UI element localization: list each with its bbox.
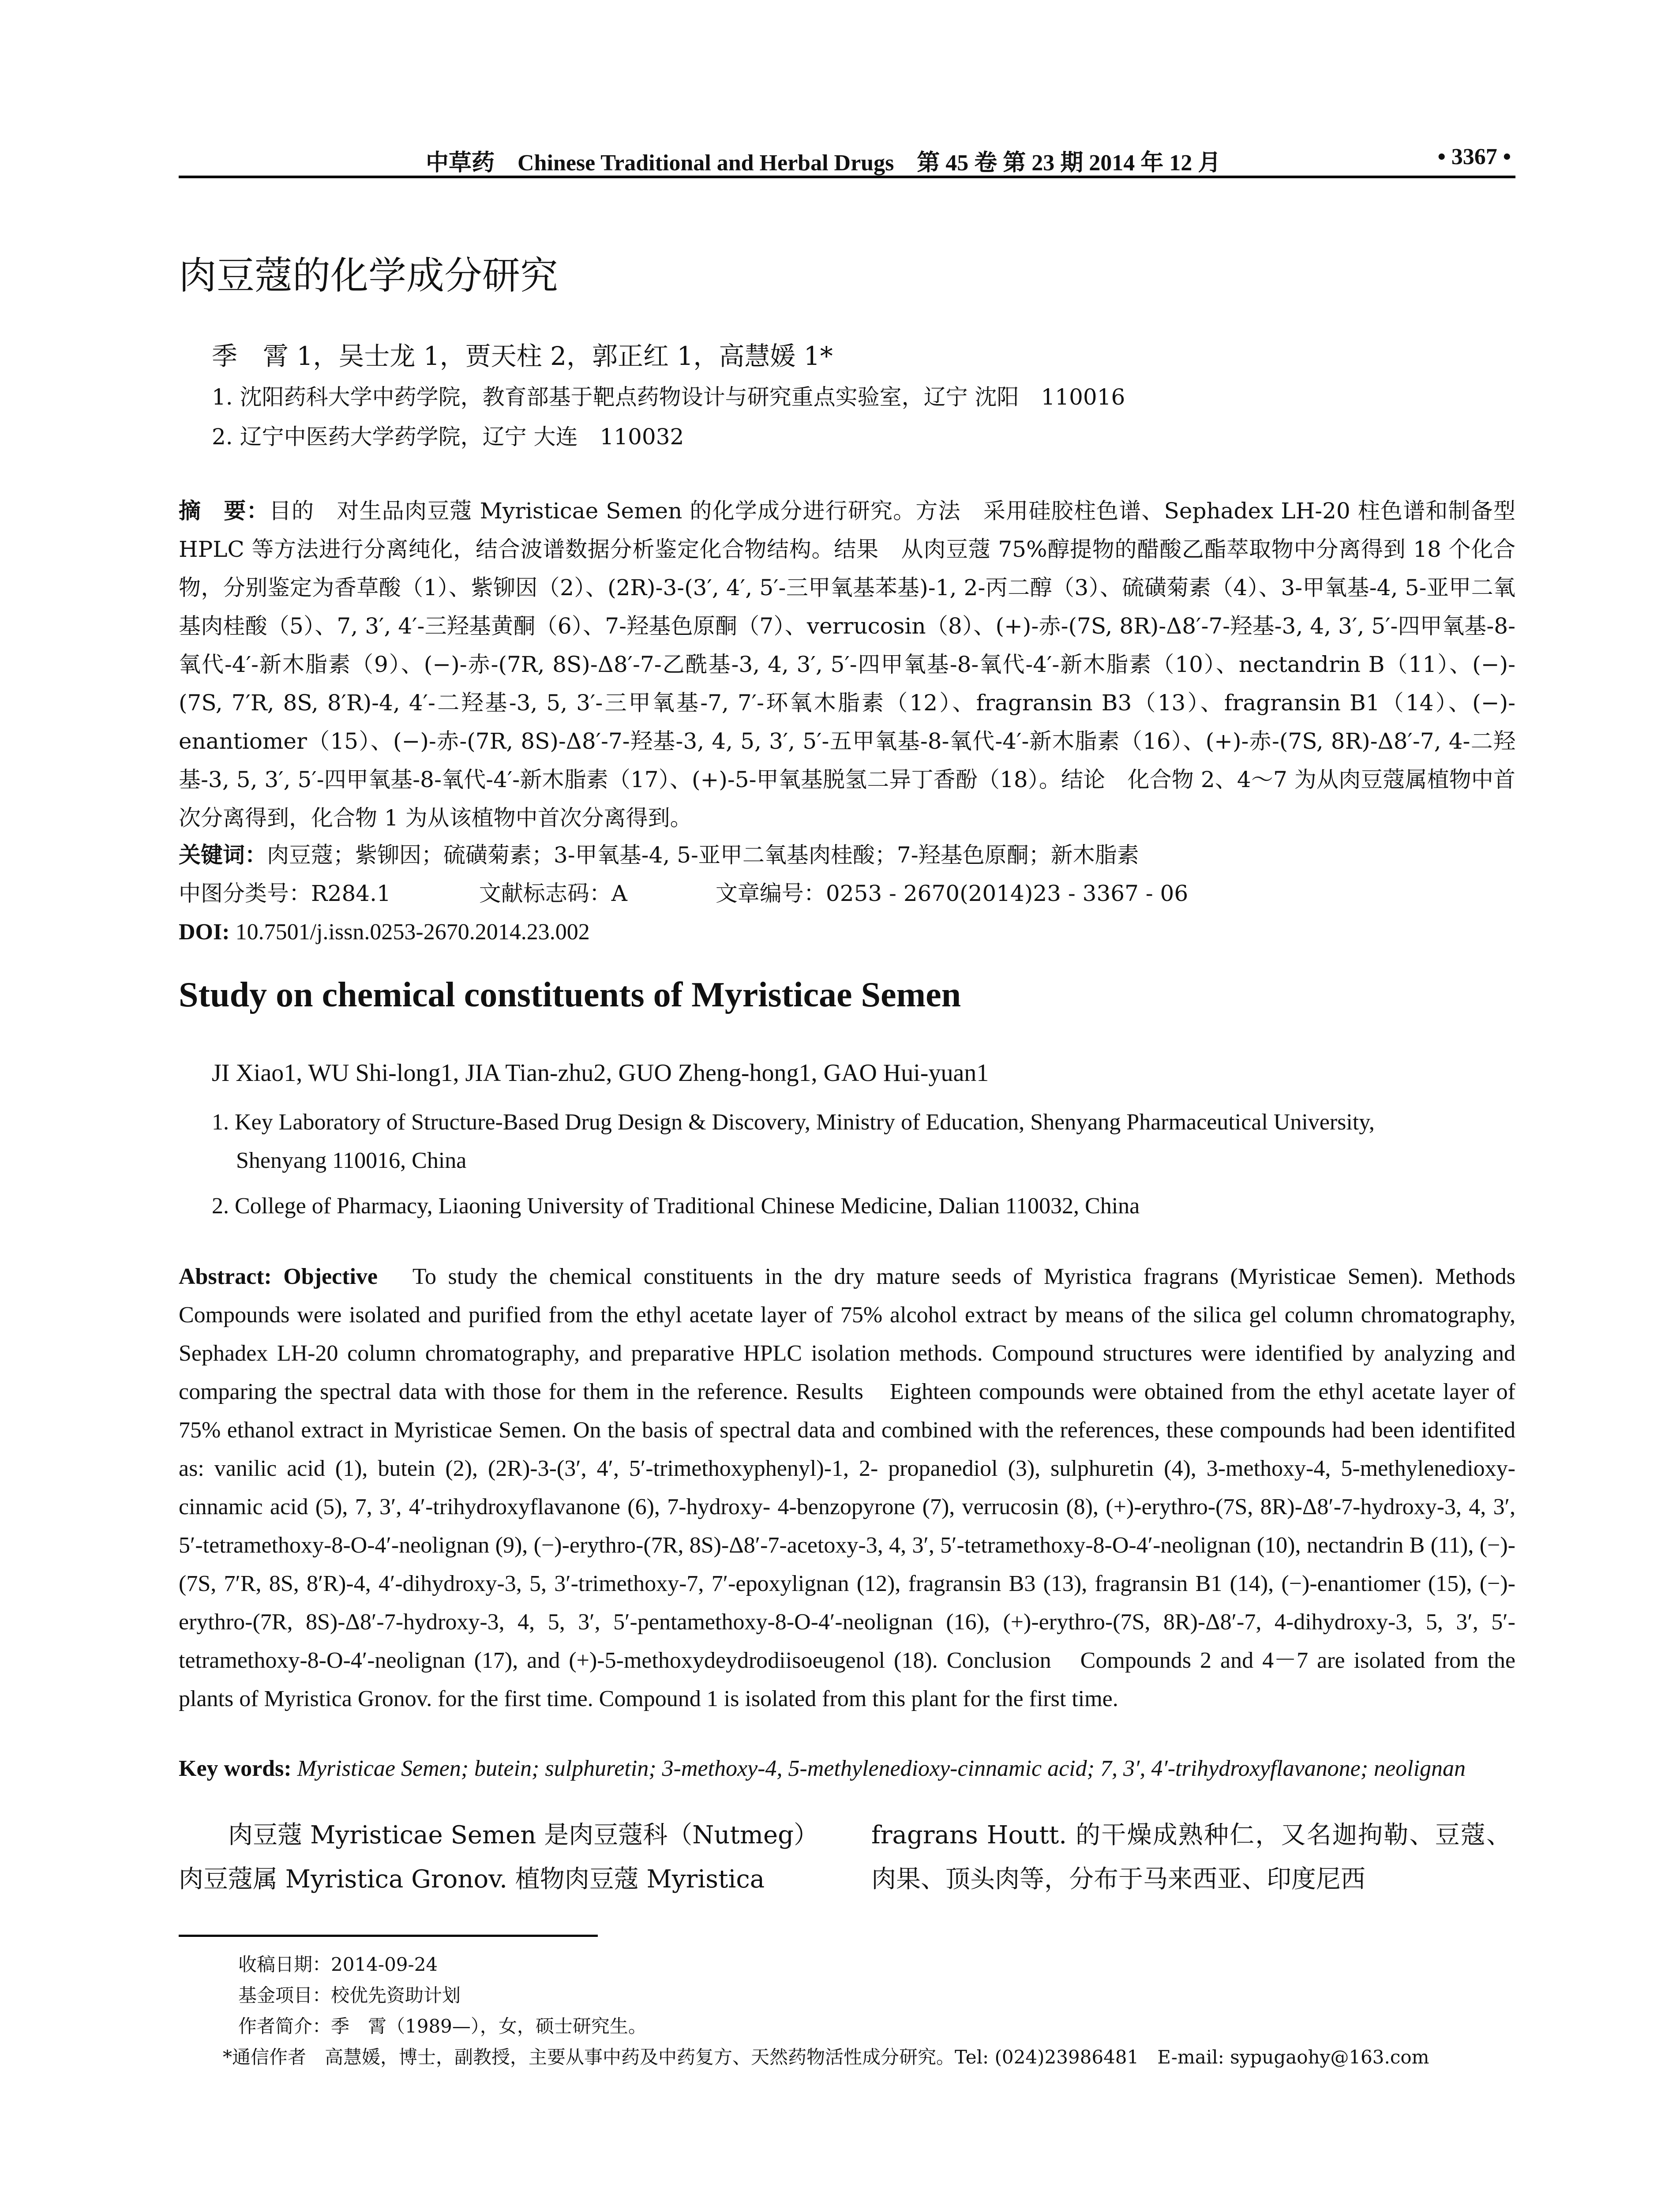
english-keywords-text: Myristicae Semen; butein; sulphuretin; 3-methoxy-4, 5-methylenedioxy-cinnamic acid; 7, 3′, 4′-trihydroxyflavanone; neolignan — [297, 1756, 1466, 1781]
english-title: Study on chemical constituents of Myristicae Semen — [179, 975, 961, 1014]
english-affiliation-1-line-2: Shenyang 110016, China — [236, 1148, 467, 1173]
chinese-keywords — [179, 836, 1515, 874]
english-abstract-label: Abstract: Objective — [179, 1264, 378, 1289]
page-number: • 3367 • — [1437, 144, 1511, 169]
english-abstract — [179, 1257, 1515, 1718]
body-column-left: 肉豆蔻 Myristicae Semen 是肉豆蔻科（Nutmeg）肉豆蔻属 Myristica Gronov. 植物肉豆蔻 Myristica — [179, 1821, 818, 1894]
footnote-divider — [179, 1935, 598, 1937]
english-affiliation-1 — [212, 1103, 1515, 1180]
chinese-affiliation-1: 1. 沈阳药科大学中药学院，教育部基于靶点药物设计与研究重点实验室，辽宁 沈阳 110016 — [212, 384, 1125, 410]
chinese-title: 肉豆蔻的化学成分研究 — [179, 254, 558, 298]
footnote-author-bio: 作者简介：季 霄（1989—），女，硕士研究生。 — [238, 2015, 647, 2037]
chinese-abstract-label: 摘 要： — [179, 498, 269, 524]
chinese-keywords-text: 肉豆蔻；紫铆因；硫磺菊素；3-甲氧基-4, 5-亚甲二氧基肉桂酸；7-羟基色原酮；新木脂素 — [267, 842, 1139, 868]
footnote-fund: 基金项目：校优先资助计划 — [238, 1985, 461, 2006]
chinese-authors: 季 霄 1，吴士龙 1，贾天柱 2，郭正红 1，高慧媛 1* — [212, 341, 833, 371]
english-keywords-label: Key words: — [179, 1756, 297, 1781]
english-affiliation-1-line-1: 1. Key Laboratory of Structure-Based Drug Design & Discovery, Ministry of Education, Shenyang Pharmaceutical University, — [212, 1110, 1375, 1135]
footnote-received: 收稿日期：2014-09-24 — [238, 1954, 438, 1975]
english-keywords — [179, 1749, 1515, 1788]
classification-line: 中图分类号：R284.1 文献标志码：A 文章编号：0253 - 2670(2014)23 - 3367 - 06 — [179, 881, 1189, 906]
body-column-right: fragrans Houtt. 的干燥成熟种仁，又名迦拘勒、豆蔻、肉果、顶头肉等，分布于马来西亚、印度尼西 — [871, 1821, 1511, 1894]
chinese-abstract-text: 目的 对生品肉豆蔻 Myristicae Semen 的化学成分进行研究。方法 采用硅胶柱色谱、Sephadex LH-20 柱色谱和制备型 HPLC 等方法进行分离纯化，结合波谱数据分析鉴定化合物结构。结果 从肉豆蔻 75%醇提物的醋酸乙酯萃取物中分离得到 18 个化合物，分别鉴定为香草酸（1）、紫铆因（2）、(2R)-3-(3′, 4′, 5′-三甲氧基苯基)-1, 2-丙二醇（3）、硫磺菊素（4）、3-甲氧基-4, 5-亚甲二氧基肉桂酸（5）、7, 3′, 4′-三羟基黄酮（6）、7-羟基色原酮（7）、verrucosin（8）、(+)-赤-(7S, 8R)-Δ8′-7-羟基-3, 4, 3′, 5′-四甲氧基-8-氧代-4′-新木脂素（9）、(−)-赤-(7R, 8S)-Δ8′-7-乙酰基-3, 4, 3′, 5′-四甲氧基-8-氧代-4′-新木脂素（10）、nectandrin B（11）、(−)-(7S, 7′R, 8S, 8′R)-4, 4′-二羟基-3, 5, 3′-三甲氧基-7, 7′-环氧木脂素（12）、fragransin B3（13）、fragransin B1（14）、(−)-enantiomer（15）、(−)-赤-(7R, 8S)-Δ8′-7-羟基-3, 4, 5, 3′, 5′-五甲氧基-8-氧代-4′-新木脂素（16）、(+)-赤-(7S, 8R)-Δ8′-7, 4-二羟基-3, 5, 3′, 5′-四甲氧基-8-氧代-4′-新木脂素（17）、(+)-5-甲氧基脱氢二异丁香酚（18）。结论 化合物 2、4～7 为从肉豆蔻属植物中首次分离得到，化合物 1 为从该植物中首次分离得到。 — [179, 498, 1516, 831]
english-abstract-text: To study the chemical constituents in the dry mature seeds of Myristica fragrans (Myristicae Semen). Methods Compounds were isolated and purified from the ethyl acetate layer of 75% alcohol extract by means of the silica gel column chromatography, Sephadex LH-20 column chromatography, and preparative HPLC isolation methods. Compound structures were identified by analyzing and comparing the spectral data with those for them in the reference. Results Eighteen compounds were obtained from the ethyl acetate layer of 75% ethanol extract in Myristicae Semen. On the basis of spectral data and combined with the references, these compounds had been identifited as: vanilic acid (1), butein (2), (2R)-3-(3′, 4′, 5′-trimethoxyphenyl)-1, 2- propanediol (3), sulphuretin (4), 3-methoxy-4, 5-methylenedioxy-cinnamic acid (5), 7, 3′, 4′-trihydroxyflavanone (6), 7-hydroxy- 4-benzopyrone (7), verrucosin (8), (+)-erythro-(7S, 8R)-Δ8′-7-hydroxy-3, 4, 3′, 5′-tetramethoxy-8-O-4′-neolignan (9), (−)-erythro-(7R, 8S)-Δ8′-7-acetoxy-3, 4, 3′, 5′-tetramethoxy-8-O-4′-neolignan (10), nectandrin B (11), (−)-(7S, 7′R, 8S, 8′R)-4, 4′-dihydroxy-3, 5, 3′-trimethoxy-7, 7′-epoxylignan (12), fragransin B3 (13), fragransin B1 (14), (−)-enantiomer (15), (−)-erythro-(7R, 8S)-Δ8′-7-hydroxy-3, 4, 5, 3′, 5′-pentamethoxy-8-O-4′-neolignan (16), (+)-erythro-(7S, 8R)-Δ8′-7, 4-dihydroxy-3, 5, 3′, 5′-tetramethoxy-8-O-4′-neolignan (17), and (+)-5-methoxydeydrodiisoeugenol (18). Conclusion Compounds 2 and 4－7 are isolated from the plants of Myristica Gronov. for the first time. Compound 1 is isolated from this plant for the first time. — [179, 1264, 1515, 1711]
journal-info: 中草药 Chinese Traditional and Herbal Drugs 第 45 卷 第 23 期 2014 年 12 月 — [426, 150, 1221, 176]
doi-label: DOI: — [179, 919, 236, 945]
running-header — [179, 140, 1515, 178]
footnote-corresponding-author: *通信作者 高慧媛，博士，副教授，主要从事中药及中药复方、天然药物活性成分研究。Tel: (024)23986481 E-mail: sypugaohy@163.com — [223, 2046, 1429, 2068]
doi-value: 10.7501/j.issn.0253-2670.2014.23.002 — [235, 919, 590, 945]
chinese-affiliation-2: 2. 辽宁中医药大学药学院，辽宁 大连 110032 — [212, 424, 684, 450]
english-authors: JI Xiao1, WU Shi-long1, JIA Tian-zhu2, GUO Zheng-hong1, GAO Hui-yuan1 — [212, 1059, 989, 1087]
chinese-keywords-label: 关键词： — [179, 842, 267, 868]
english-affiliation-2: 2. College of Pharmacy, Liaoning University of Traditional Chinese Medicine, Dalian 110032, China — [212, 1193, 1140, 1219]
chinese-abstract — [179, 492, 1515, 837]
doi-line — [179, 913, 1515, 951]
